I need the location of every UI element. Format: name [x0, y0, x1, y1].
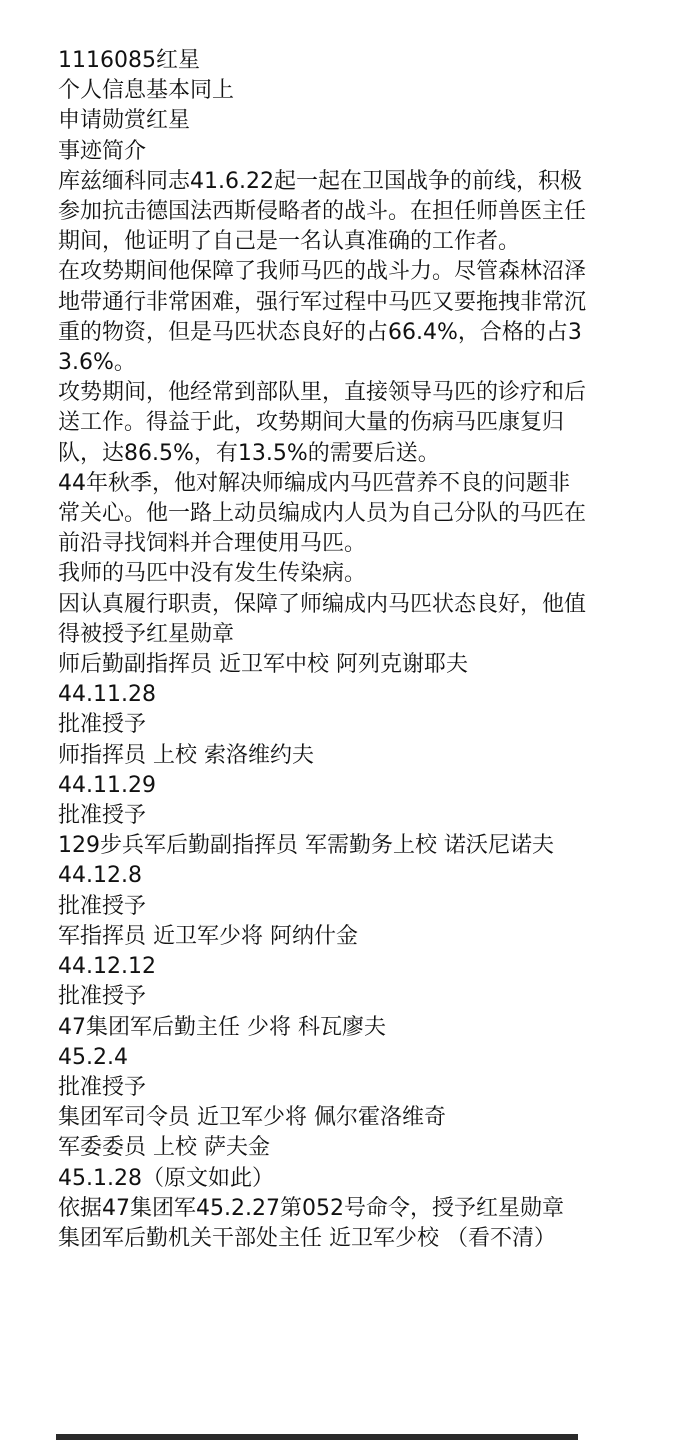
doc-line: 在攻势期间他保障了我师马匹的战斗力。尽管森林沼泽地带通行非常困难，强行军过程中马匹又要拖拽非常沉重的物资，但是马匹状态良好的占66.4%，合格的占33.6%。	[58, 259, 587, 376]
doc-line: 批准授予	[58, 1074, 147, 1100]
doc-line: 因认真履行职责，保障了师编成内马匹状态良好，他值得被授予红星勋章	[58, 591, 587, 647]
doc-line: 批准授予	[58, 712, 147, 738]
doc-line: 44年秋季，他对解决师编成内马匹营养不良的问题非常关心。他一路上动员编成内人员为自己分队的马匹在前沿寻找饲料并合理使用马匹。	[58, 470, 587, 557]
doc-line: 个人信息基本同上	[58, 78, 235, 104]
doc-line: 批准授予	[58, 893, 147, 919]
doc-line: 47集团军后勤主任 少将 科瓦廖夫	[58, 1014, 386, 1040]
doc-line: 129步兵军后勤副指挥员 军需勤务上校 诺沃尼诺夫	[58, 833, 554, 859]
doc-line: 44.11.29	[58, 772, 156, 798]
doc-line: 44.12.12	[58, 954, 156, 980]
doc-line: 批准授予	[58, 803, 147, 829]
doc-line: 攻势期间，他经常到部队里，直接领导马匹的诊疗和后送工作。得益于此，攻势期间大量的伤病马匹康复归队，达86.5%，有13.5%的需要后送。	[58, 380, 587, 466]
next-page-edge	[56, 1434, 578, 1440]
doc-line: 军指挥员 近卫军少将 阿纳什金	[58, 923, 358, 949]
doc-line: 44.11.28	[58, 682, 156, 708]
doc-line: 军委委员 上校 萨夫金	[58, 1135, 270, 1161]
doc-line: 师指挥员 上校 索洛维约夫	[58, 742, 314, 768]
doc-line: 申请勋赏红星	[58, 108, 191, 134]
doc-line: 批准授予	[58, 984, 147, 1010]
document-text	[58, 46, 586, 1254]
doc-line: 集团军司令员 近卫军少将 佩尔霍洛维奇	[58, 1105, 446, 1131]
doc-line: 1116085红星	[58, 48, 200, 73]
doc-line: 45.1.28（原文如此）	[58, 1165, 274, 1191]
doc-line: 师后勤副指挥员 近卫军中校 阿列克谢耶夫	[58, 652, 468, 678]
doc-line: 库兹缅科同志41.6.22起一起在卫国战争的前线，积极参加抗击德国法西斯侵略者的战斗。在担任师兽医主任期间，他证明了自己是一名认真准确的工作者。	[58, 168, 587, 255]
doc-line: 45.2.4	[58, 1044, 128, 1070]
doc-line: 集团军后勤机关干部处主任 近卫军少校 （看不清）	[58, 1225, 556, 1251]
doc-line: 事迹简介	[58, 138, 147, 164]
doc-line: 44.12.8	[58, 863, 142, 889]
doc-line: 依据47集团军45.2.27第052号命令，授予红星勋章	[58, 1195, 564, 1221]
doc-line: 我师的马匹中没有发生传染病。	[58, 561, 367, 587]
